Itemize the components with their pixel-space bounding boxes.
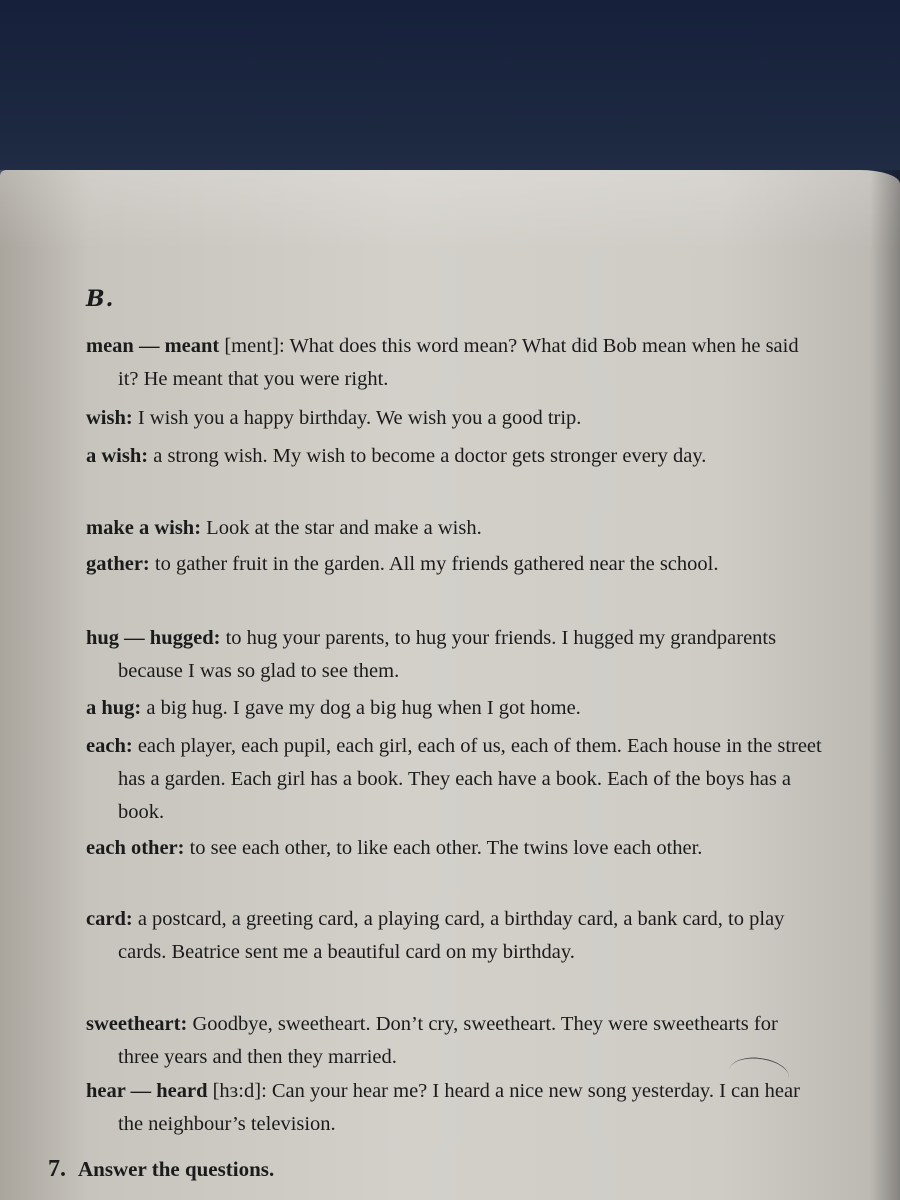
entry-term: sweetheart: <box>86 1013 188 1035</box>
vocab-entry-gather <box>86 548 823 581</box>
entry-term: wish: <box>86 407 133 429</box>
entry-text: [hɜ:d]: Can your hear me? I heard a nice new song yesterday. I can hear the neighbour’s television. <box>118 1080 800 1135</box>
task-heading <box>48 1156 274 1183</box>
entry-term: hear — heard <box>86 1080 208 1102</box>
entry-text: Goodbye, sweetheart. Don’t cry, sweetheart. They were sweethearts for three years and then they married. <box>118 1013 778 1068</box>
entry-text: I wish you a happy birthday. We wish you a good trip. <box>132 407 582 429</box>
vocab-entry-wish <box>86 402 823 435</box>
entry-term: gather: <box>86 553 150 575</box>
entry-text: each player, each pupil, each girl, each of us, each of them. Each house in the street has a garden. Each girl has a book. They each have a book. Each of the boys has a book. <box>118 735 822 823</box>
task-number: 7. <box>48 1156 66 1182</box>
entry-term: each: <box>86 735 133 757</box>
vocab-entry-hear <box>86 1075 823 1141</box>
vocab-entry-each <box>86 730 823 829</box>
entry-text: to hug your parents, to hug your friends. I hugged my grandparents because I was so glad to see them. <box>118 627 777 682</box>
vocab-entry-a-hug <box>86 692 823 725</box>
vocab-entry-sweetheart <box>86 1008 823 1074</box>
vocab-entry-a-wish <box>86 440 823 473</box>
entry-term: card: <box>86 908 133 930</box>
vocab-entry-hug <box>86 622 823 688</box>
entry-term: mean — meant <box>86 335 220 357</box>
vocab-entry-each-other <box>86 832 823 865</box>
entry-text: a big hug. I gave my dog a big hug when I got home. <box>141 697 581 719</box>
entry-text: a postcard, a greeting card, a playing card, a birthday card, a bank card, to play cards. Beatrice sent me a beautiful card on my birthday. <box>118 908 785 963</box>
entry-text: a strong wish. My wish to become a doctor gets stronger every day. <box>148 445 707 467</box>
entry-term: each other: <box>86 837 185 859</box>
entry-text: [ment]: What does this word mean? What did Bob mean when he said it? He meant that you were right. <box>118 335 799 390</box>
vocab-entry-card <box>86 903 823 969</box>
section-label: B. <box>86 286 115 312</box>
entry-text: Look at the star and make a wish. <box>201 517 482 539</box>
entry-term: hug — hugged: <box>86 627 221 649</box>
entry-text: to gather fruit in the garden. All my friends gathered near the school. <box>149 553 719 575</box>
vocab-entry-make-a-wish <box>86 512 823 545</box>
entry-term: a hug: <box>86 697 142 719</box>
task-text: Answer the questions. <box>78 1157 275 1181</box>
vocab-entry-mean <box>86 330 823 396</box>
entry-term: make a wish: <box>86 517 202 539</box>
entry-term: a wish: <box>86 445 149 467</box>
entry-text: to see each other, to like each other. The twins love each other. <box>184 837 703 859</box>
